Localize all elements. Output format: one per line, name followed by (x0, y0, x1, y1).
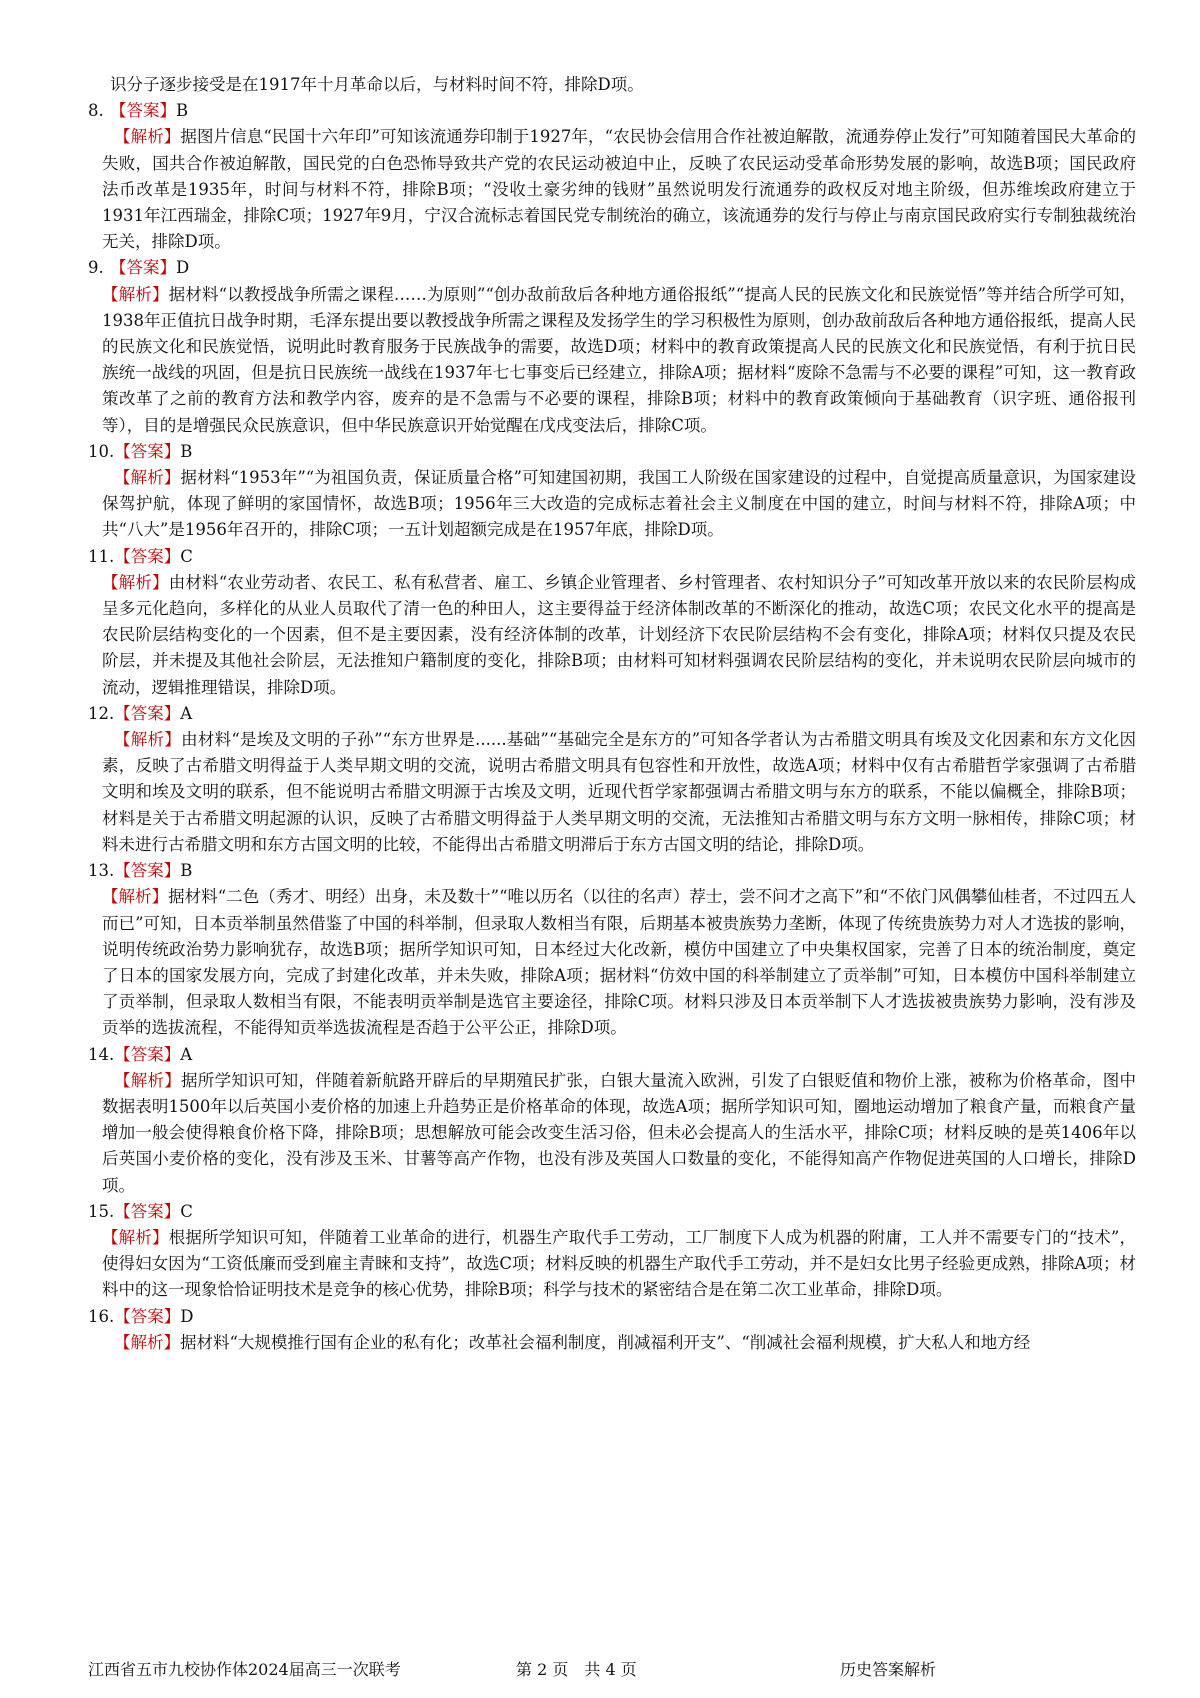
question-item (88, 255, 1136, 438)
analysis-tag: 【解析】 (114, 1332, 180, 1352)
answer-letter: A (180, 1044, 193, 1064)
question-item (88, 439, 1136, 544)
answer-tag: 【答案】 (114, 546, 181, 566)
question-item (88, 701, 1136, 858)
answer-line (88, 1304, 1136, 1330)
answer-letter: B (180, 441, 193, 461)
question-item (88, 1042, 1136, 1199)
analysis-tag: 【解析】 (102, 284, 169, 304)
analysis-text: 由材料“农业劳动者、农民工、私有私营者、雇工、乡镇企业管理者、乡村管理者、农村知识分子”可知改革开放以来的农民阶层构成呈多元化趋向，多样化的从业人员取代了清一色的种田人，这主要得益于经济体制改革的不断深化的推动，故选C项；农民文化水平的提高是农民阶层结构变化的一个因素，但不是主要因素，没有经济体制的改革，计划经济下农民阶层结构不会有变化，排除A项；材料仅只提及农民阶层，并未提及其他社会阶层，无法推知户籍制度的变化，排除B项；由材料可知材料强调农民阶层结构的变化，并未说明农民阶层向城市的流动，逻辑推理错误，排除D项。 (102, 572, 1136, 697)
analysis-paragraph (102, 1330, 1136, 1356)
answer-line (88, 1042, 1136, 1068)
question-item (88, 858, 1136, 1041)
analysis-tag: 【解析】 (114, 730, 182, 750)
analysis-text: 根据所学知识可知，伴随着工业革命的进行，机器生产取代手工劳动，工厂制度下人成为机器的附庸，工人并不需要专门的“技术”，使得妇女因为“工资低廉而受到雇主青睐和支持”，故选C项；材料反映的机器生产取代手工劳动，并不是妇女比男子经验更成熟，排除A项；材料中的这一现象恰恰证明技术是竞争的核心优势，排除B项；科学与技术的紧密结合是在第二次工业革命，排除D项。 (102, 1227, 1136, 1300)
analysis-text: 据材料“二色（秀才、明经）出身，未及数十”“唯以历名（以往的名声）荐士，尝不问才之高下”和“不依门风偶攀仙桂者，不过四五人而已”可知，日本贡举制虽然借鉴了中国的科举制，但录取人数相当有限，后期基本被贵族势力垄断，体现了传统贵族势力对人才选拔的影响，说明传统政治势力影响犹存，故选B项；据所学知识可知，日本经过大化改新，模仿中国建立了中央集权国家，完善了日本的统治制度，奠定了日本的国家发展方向，完成了封建化改革，并未失败，排除A项；据材料“仿效中国的科举制建立了贡举制”可知，日本模仿中国科举制建立了贡举制，但录取人数相当有限，不能表明贡举制是选官主要途径，排除C项。材料只涉及日本贡举制下人才选拔被贵族势力影响，没有涉及贡举的选拔流程，不能得知贡举选拔流程是否趋于公平公正，排除D项。 (102, 887, 1136, 1038)
answer-tag: 【答案】 (114, 1306, 181, 1326)
analysis-tag: 【解析】 (114, 468, 181, 488)
analysis-paragraph (102, 1225, 1136, 1304)
question-item (88, 1304, 1136, 1356)
analysis-tag: 【解析】 (114, 1070, 182, 1090)
question-number: 8. (88, 101, 104, 121)
question-number: 15. (88, 1201, 115, 1221)
answer-line (88, 1199, 1136, 1225)
answer-tag: 【答案】 (114, 861, 181, 881)
answer-letter: D (180, 1306, 194, 1326)
analysis-tag: 【解析】 (114, 127, 181, 147)
analysis-text: 据材料“1953年”“为祖国负责，保证质量合格”可知建国初期，我国工人阶级在国家建设的过程中，自觉提高质量意识，为国家建设保驾护航，体现了鲜明的家国情怀，故选B项；1956年三大改造的完成标志着社会主义制度在中国的建立，时间与材料不符，排除A项；中共“八大”是1956年召开的，排除C项；一五计划超额完成是在1957年底，排除D项。 (102, 468, 1137, 540)
answer-line (88, 255, 1136, 281)
question-number: 16. (88, 1306, 115, 1326)
answer-letter: B (180, 861, 193, 881)
page-content (88, 72, 1136, 1356)
footer-page-number: 第 2 页 共 4 页 (516, 1660, 637, 1679)
analysis-text: 由材料“是埃及文明的子孙”“东方世界是......基础”“基础完全是东方的”可知各学者认为古希腊文明具有埃及文化因素和东方文化因素，反映了古希腊文明得益于人类早期文明的交流，说明古希腊文明具有包容性和开放性，故选A项；材料中仅有古希腊哲学家强调了古希腊文明和埃及文明的联系，但不能说明古希腊文明源于古埃及文明，近现代哲学家都强调古希腊文明与东方的联系，不能以偏概全，排除B项；材料是关于古希腊文明起源的认识，反映了古希腊文明得益于人类早期文明的交流，无法推知古希腊文明与东方文明一脉相传，排除C项；材料未进行古希腊文明和东方古国文明的比较，不能得出古希腊文明滞后于东方古国文明的结论，排除D项。 (102, 730, 1136, 854)
analysis-paragraph (102, 465, 1136, 544)
analysis-paragraph (102, 1068, 1136, 1199)
analysis-text: 据材料“大规模推行国有企业的私有化；改革社会福利制度，削减福利开支”、“削减社会福利规模，扩大私人和地方经 (180, 1332, 1031, 1352)
question-number: 9. (88, 258, 104, 278)
intro-continuation: 识分子逐步接受是在1917年十月革命以后，与材料时间不符，排除D项。 (110, 75, 644, 94)
question-number: 10. (88, 441, 115, 461)
analysis-text: 据材料“以教授战争所需之课程……为原则”“创办敌前敌后各种地方通俗报纸”“提高人民的民族文化和民族觉悟”等并结合所学可知，1938年正值抗日战争时期，毛泽东提出要以教授战争所需之课程及发扬学生的学习积极性为原则，创办敌前敌后各种地方通俗报纸，提高人民的民族文化和民族觉悟，说明此时教育服务于民族战争的需要，故选D项；材料中的教育政策提高人民的民族文化和民族觉悟，有利于抗日民族统一战线的巩固，但是抗日民族统一战线在1937年七七事变后已经建立，排除A项；据材料“废除不急需与不必要的课程”可知，这一教育政策改革了之前的教育方法和教学内容，废弃的是不急需与不必要的课程，排除B项；材料中的教育政策倾向于基础教育（识字班、通俗报刊等），目的是增强民众民族意识，但中华民族意识开始觉醒在戊戌变法后，排除C项。 (102, 284, 1136, 435)
question-number: 11. (88, 546, 115, 566)
answer-line (88, 439, 1136, 465)
analysis-paragraph (102, 282, 1136, 439)
analysis-text: 据图片信息“民国十六年印”可知该流通券印制于1927年，“农民协会信用合作社被迫解散，流通券停止发行”可知随着国民大革命的失败，国共合作被迫解散，国民党的白色恐怖导致共产党的农民运动被迫中止，反映了农民运动受革命形势发展的影响，故选B项；国民政府法币改革是1935年，时间与材料不符，排除B项；“没收土豪劣绅的钱财”虽然说明发行流通券的政权反对地主阶级，但苏维埃政府建立于1931年江西瑞金，排除C项；1927年9月，宁汉合流标志着国民党专制统治的确立，该流通券的发行与停止与南京国民政府实行专制独裁统治无关，排除D项。 (102, 127, 1137, 252)
footer-exam-name: 江西省五市九校协作体2024届高三一次联考 (88, 1660, 401, 1679)
answer-letter: C (180, 1201, 193, 1221)
question-item (88, 1199, 1136, 1304)
analysis-tag: 【解析】 (102, 572, 169, 592)
answer-tag: 【答案】 (114, 441, 181, 461)
question-item (88, 98, 1136, 255)
answer-letter: A (180, 703, 193, 723)
answer-letter: D (176, 258, 190, 278)
analysis-text: 据所学知识可知，伴随着新航路开辟后的早期殖民扩张，白银大量流入欧洲，引发了白银贬值和物价上涨，被称为价格革命，图中数据表明1500年以后英国小麦价格的加速上升趋势正是价格革命的体现，故选A项；据所学知识可知，圈地运动增加了粮食产量，而粮食产量增加一般会使得粮食价格下降，排除B项；思想解放可能会改变生活习俗，但未必会提高人的生活水平，排除C项；材料反映的是英1406年以后英国小麦价格的变化，没有涉及玉米、甘薯等高产作物，也没有涉及英国人口数量的变化，不能得知高产作物促进英国的人口增长，排除D项。 (102, 1070, 1137, 1195)
answer-letter: B (176, 101, 189, 121)
answer-tag: 【答案】 (110, 101, 176, 121)
answer-line (88, 701, 1136, 727)
analysis-paragraph (102, 727, 1136, 858)
answer-line (88, 858, 1136, 884)
analysis-tag: 【解析】 (102, 1227, 169, 1247)
question-list (88, 98, 1136, 1356)
analysis-paragraph (102, 124, 1136, 255)
answer-letter: C (180, 546, 193, 566)
answer-line (88, 98, 1136, 124)
answer-tag: 【答案】 (114, 1044, 181, 1064)
question-number: 13. (88, 861, 115, 881)
footer-subject: 历史答案解析 (840, 1660, 937, 1679)
question-number: 14. (88, 1044, 115, 1064)
question-number: 12. (88, 703, 115, 723)
answer-tag: 【答案】 (114, 1201, 181, 1221)
question-item (88, 544, 1136, 701)
answer-line (88, 544, 1136, 570)
analysis-paragraph (102, 884, 1136, 1041)
answer-tag: 【答案】 (114, 703, 181, 723)
analysis-tag: 【解析】 (102, 887, 169, 907)
answer-tag: 【答案】 (110, 258, 176, 278)
analysis-paragraph (102, 570, 1136, 701)
